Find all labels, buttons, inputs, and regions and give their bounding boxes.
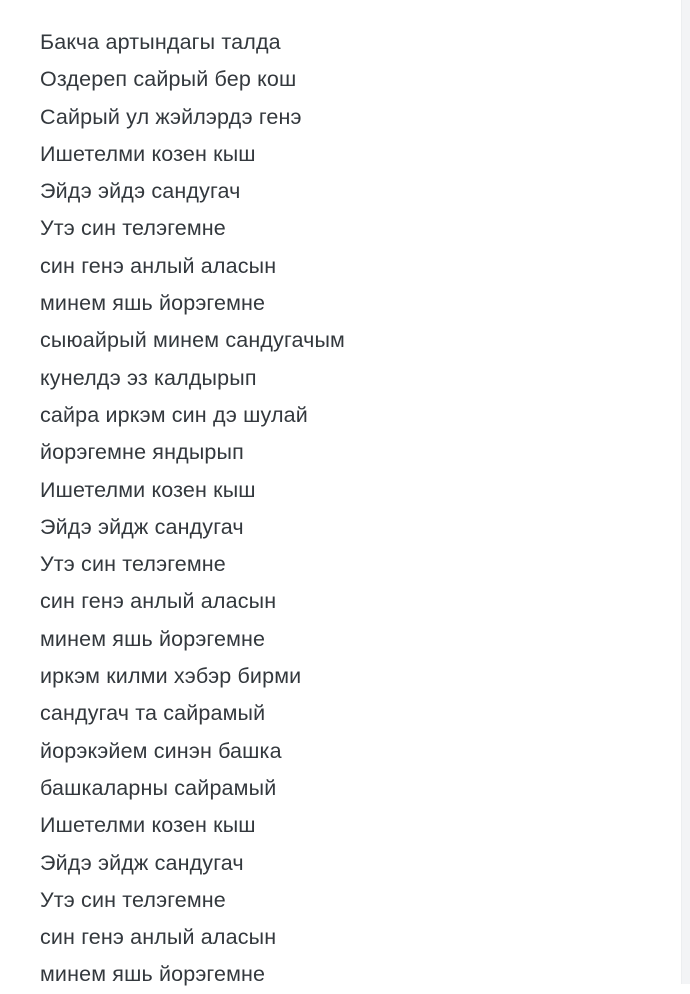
lyric-line: Утэ син телэгемне [40,552,226,577]
lyric-line: минем яшь йорэгемне [40,626,266,651]
lyric-line: Сайрый ул жэйлэрдэ генэ [40,104,302,129]
lyric-line: Бакча артындагы талда [40,30,281,54]
lyric-line: иркэм килми хэбэр бирми [40,664,302,689]
lyric-line: Ишетелми козен кыш [40,813,256,838]
lyric-line: Утэ син телэгемне [40,887,226,912]
lyric-line: сандугач та сайрамый [40,701,266,726]
lyric-line: Утэ син телэгемне [40,216,226,241]
lyric-line: син генэ анлый аласын [40,589,277,614]
left-margin [0,0,14,984]
lyric-line: Эйдэ эйдэ сандугач [40,179,241,204]
lyric-line: башкаларны сайрамый [40,775,277,800]
lyric-line: Ишетелми козен кыш [40,477,256,502]
lyric-line: минем яшь йорэгемне [40,962,266,987]
lyric-line: йорэгемне яндырып [40,440,244,465]
lyric-line: син генэ анлый аласын [40,253,277,278]
right-gutter [681,0,690,984]
lyric-line: минем яшь йорэгемне [40,291,266,316]
lyric-line: Эйдэ эйдж сандугач [40,514,244,539]
lyric-line: сыюайрый минем сандугачым [40,328,345,353]
lyrics-text-block [40,24,666,994]
lyric-line: кунелдэ эз калдырып [40,365,257,390]
lyric-line: Оздереп сайрый бер кош [40,67,297,92]
lyric-line: сайра иркэм син дэ шулай [40,402,308,427]
lyric-line: йорэкэйем синэн башка [40,738,282,763]
lyric-line: Ишетелми козен кыш [40,141,256,166]
lyric-line: син генэ анлый аласын [40,925,277,950]
lyric-line: Эйдэ эйдж сандугач [40,850,244,875]
